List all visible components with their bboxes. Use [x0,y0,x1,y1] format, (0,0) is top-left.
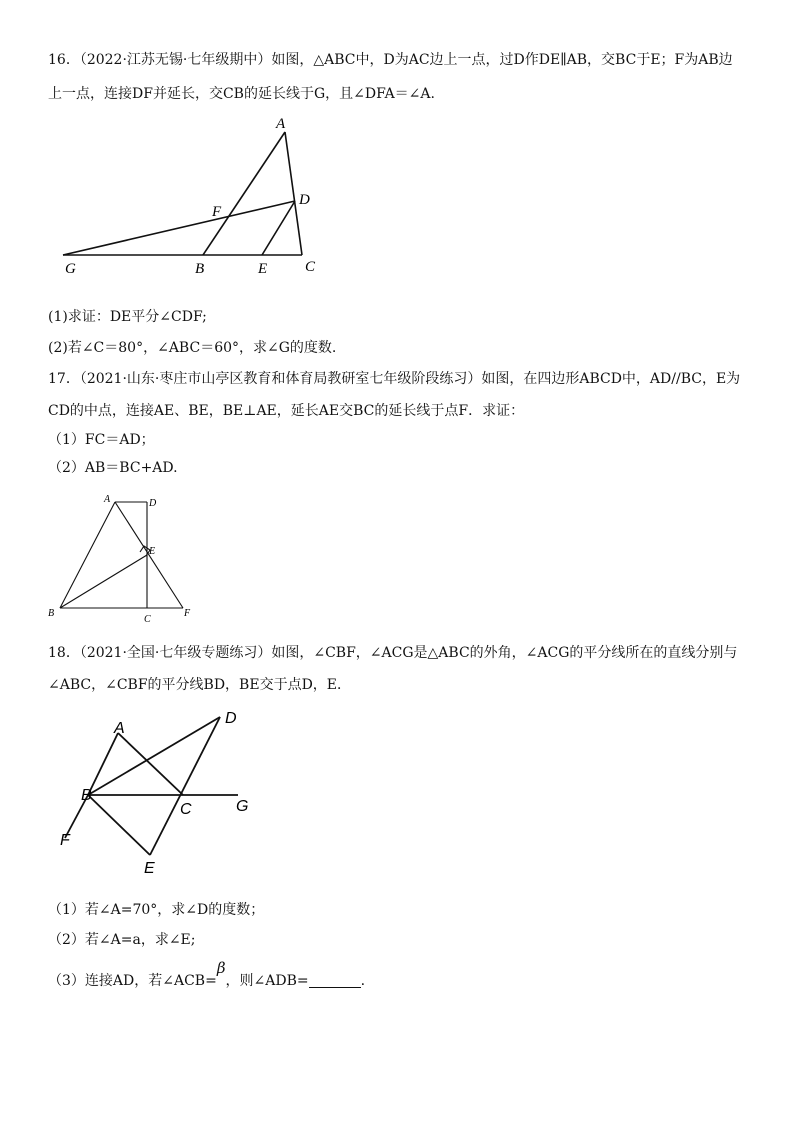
q17-figure [40,490,210,625]
q16-part2: (2)若∠C＝80°，∠ABC＝60°，求∠G的度数. [48,340,337,356]
q18-label-a: A [114,720,125,737]
q17-line2: CD的中点，连接AE、BE，BE⊥AE，延长AE交BC的延长线于点F．求证： [48,403,525,419]
q16-label-c: C [305,259,316,275]
q18-line1: 18．（2021·全国·七年级专题练习）如图，∠CBF，∠ACG是△ABC的外角，∠ACG的平分线所在的直线分别与 [48,645,738,661]
q18-figure [55,705,275,880]
q18-label-g: G [236,798,249,815]
q16-label-e: E [258,261,268,277]
q16-label-f: F [212,204,222,220]
q16-label-d: D [299,192,310,208]
q18-part3 [48,959,366,991]
q18-part3-end: . [360,973,366,989]
q17-label-b: B [48,608,55,619]
q16-label-b: B [195,261,205,277]
q18-label-b: B [81,787,92,804]
q18-part2: （2）若∠A=a，求∠E; [48,932,196,948]
q16-label-a: A [276,116,286,132]
beta-symbol: β [216,959,226,977]
q17-part2: （2）AB＝BC+AD. [48,460,178,476]
q18-line2: ∠ABC，∠CBF的平分线BD，BE交于点D，E． [48,677,352,693]
q16-part1: (1)求证：DE平分∠CDF; [48,309,207,325]
q17-label-a: A [104,494,111,505]
q17-line1: 17．（2021·山东·枣庄市山亭区教育和体育局教研室七年级阶段练习）如图，在四边形ABCD中，AD//BC，E为 [48,371,741,387]
q18-label-e: E [144,860,155,877]
q18-part1: （1）若∠A=70°，求∠D的度数； [48,902,265,918]
q16-figure [55,110,335,280]
q18-part3-post: ，则∠ADB= [225,973,309,989]
q17-label-d: D [149,498,157,509]
q16-line2: 上一点，连接DF并延长，交CB的延长线于G，且∠DFA＝∠A. [48,86,435,102]
q16-label-g: G [65,261,76,277]
q18-part3-pre: （3）连接AD，若∠ACB= [48,973,217,989]
q18-label-c: C [180,801,192,818]
q16-line1: 16．（2022·江苏无锡·七年级期中）如图，△ABC中，D为AC边上一点，过D作DE∥AB，交BC于E；F为AB边 [48,52,733,68]
q18-label-f: F [60,832,70,849]
q18-label-d: D [225,710,237,727]
q17-label-c: C [144,614,151,625]
q17-label-e: E [149,546,156,557]
q17-part1: （1）FC＝AD； [48,432,155,448]
answer-blank[interactable] [309,973,361,988]
q17-label-f: F [184,608,191,619]
